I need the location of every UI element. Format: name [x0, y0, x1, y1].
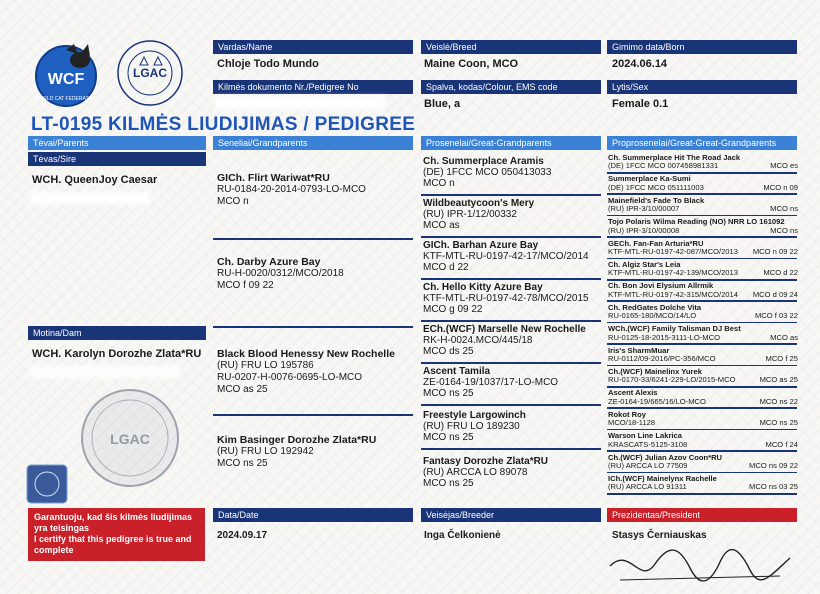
divider [421, 194, 601, 196]
divider [607, 472, 797, 474]
col-great-great-grandparents: Proprosenelai/Great-Great-Grandparents [607, 136, 797, 150]
divider [607, 236, 797, 238]
divider [607, 493, 797, 495]
divider [607, 215, 797, 217]
name-label: Vardas/Name [213, 40, 413, 54]
great-great-grandparent-3: Mainefield's Fade To Black (RU) IPR-3/10/00007 MCO ns [608, 195, 798, 214]
divider [607, 365, 797, 367]
great-grandparent-4: Ch. Hello Kitty Azure Bay KTF-MTL-RU-0197-42-78/MCO/2015 MCO g 09 22 [423, 282, 589, 315]
divider [213, 238, 413, 240]
colour-value: Blue, a [424, 98, 461, 110]
pedigree-no-label: Kilmės dokumento Nr./Pedigree No [213, 80, 413, 94]
sex-value: Female 0.1 [612, 98, 669, 110]
sire-name: WCH. QueenJoy Caesar [32, 174, 158, 186]
divider [607, 322, 797, 324]
born-value: 2024.06.14 [612, 58, 668, 70]
divider [421, 362, 601, 364]
divider [607, 343, 797, 345]
great-great-grandparent-8: Ch. RedGates Dolche Vita RU-0165-180/MCO/14/LO MCO f 03 22 [608, 302, 798, 321]
date-label: Data/Date [213, 508, 413, 522]
breeder-value: Inga Čelkonienė [424, 530, 501, 541]
great-great-grandparent-12: Ascent Alexis ZE-0164-19/665/16/LO-MCO MCO ns 22 [608, 388, 798, 406]
great-grandparent-1: Ch. Summerplace Aramis (DE) 1FCC MCO 050413033 MCO n [423, 156, 552, 189]
document-title: LT-0195 KILMĖS LIUDIJIMAS / PEDIGREE [31, 114, 416, 135]
president-signature [600, 536, 800, 592]
svg-text:LGAC: LGAC [133, 66, 167, 80]
divider [607, 172, 797, 174]
divider [421, 404, 601, 406]
grandparent-4: Kim Basinger Dorozhe Zlata*RU (RU) FRU LO 192942 MCO ns 25 [217, 434, 377, 469]
divider [213, 326, 413, 328]
colour-label: Spalva, kodas/Colour, EMS code [421, 80, 601, 94]
col-parents: Tėvai/Parents [28, 136, 206, 150]
great-great-grandparent-2: Summerplace Ka-Sumi (DE) 1FCC MCO 051111003 MCO n 09 [608, 174, 798, 192]
divider [607, 450, 797, 452]
lgac-seal [78, 386, 182, 490]
grandparent-2: Ch. Darby Azure Bay RU-H-0020/0312/MCO/2018 MCO f 09 22 [217, 256, 344, 291]
great-great-grandparent-10: Iris's SharmMuar RU-0112/09-2016/PC-356/MCO MCO f 25 [608, 345, 798, 363]
divider [607, 386, 797, 388]
grandparent-1: GICh. Flirt Wariwat*RU RU-0184-20-2014-0793-LO-MCO MCO n [217, 172, 366, 207]
great-great-grandparent-16: ICh.(WCF) Mainelynx Rachelle (RU) ARCCA LO 91311 MCO ns 03 25 [608, 474, 798, 492]
great-grandparent-7: Freestyle Largowinch (RU) FRU LO 189230 MCO ns 25 [423, 410, 526, 443]
great-grandparent-2: Wildbeautycoon's Mery (RU) IPR-1/12/00332 MCO as [423, 198, 535, 231]
divider [421, 320, 601, 322]
dam-name: WCH. Karolyn Dorozhe Zlata*RU [32, 348, 202, 360]
great-great-grandparent-6: Ch. Algiz Star's Leia KTF-MTL-RU-0197-42-139/MCO/2013 MCO d 22 [608, 260, 798, 278]
divider [421, 278, 601, 280]
great-grandparent-3: GICh. Barhan Azure Bay KTF-MTL-RU-0197-42-17/MCO/2014 MCO d 22 [423, 240, 589, 273]
great-great-grandparent-5: GECh. Fan-Fan Arturia*RU KTF-MTL-RU-0197-42-087/MCO/2013 MCO n 09 22 [608, 238, 798, 256]
col-grandparents: Seneliai/Grandparents [213, 136, 413, 150]
cat-name: Chloje Todo Mundo [217, 58, 319, 70]
great-great-grandparent-4: Tojo Polaris Wilma Reading (NO) NRR LO 161092 (RU) IPR-3/10/00008 MCO ns [608, 217, 798, 235]
sire-redacted [30, 192, 150, 204]
great-great-grandparent-7: Ch. Bon Jovi Elysium Allrmik KTF-MTL-RU-0197-42-315/MCO/2014 MCO d 09 24 [608, 281, 798, 299]
divider [607, 193, 797, 195]
born-label: Gimimo data/Born [607, 40, 797, 54]
great-great-grandparent-13: Rokot Roy MCO/18-1128 MCO ns 25 [608, 409, 798, 428]
great-great-grandparent-1: Ch. Summerplace Hit The Road Jack (DE) 1FCC MCO 007458981331 MCO es [608, 153, 798, 171]
svg-text:WORLD CAT FEDERATION: WORLD CAT FEDERATION [34, 96, 98, 102]
certification-box: Garantuoju, kad šis kilmės liudijimas yra teisingas I certify that this pedigree is true and complete [28, 508, 205, 561]
sex-label: Lytis/Sex [607, 80, 797, 94]
dam-label: Motina/Dam [28, 326, 206, 340]
hologram-sticker [26, 464, 68, 504]
divider [607, 300, 797, 302]
sire-label: Tėvas/Sire [28, 152, 206, 166]
divider [607, 279, 797, 281]
breed-value: Maine Coon, MCO [424, 58, 519, 70]
divider [607, 429, 797, 431]
great-grandparent-5: ECh.(WCF) Marselle New Rochelle RK-H-0024.MCO/445/18 MCO ds 25 [423, 324, 586, 357]
breeder-label: Veisėjas/Breeder [421, 508, 601, 522]
dam-redacted [30, 366, 180, 378]
great-great-grandparent-11: Ch.(WCF) Mainelinx Yurek RU-0170-33/6241-229-LO/2015-MCO MCO as 25 [608, 367, 798, 385]
col-great-grandparents: Prosenelai/Great-Grandparents [421, 136, 601, 150]
divider [607, 258, 797, 260]
great-great-grandparent-14: Warson Line Lakrica KRASCATS-5125-3108 MCO f 24 [608, 431, 798, 449]
great-great-grandparent-15: Ch.(WCF) Julian Azov Coon*RU (RU) ARCCA LO 77509 MCO ns 09 22 [608, 452, 798, 470]
date-value: 2024.09.17 [217, 530, 268, 541]
grandparent-3: Black Blood Henessy New Rochelle (RU) FRU LO 195786 RU-0207-H-0076-0695-LO-MCO MCO as 25 [217, 348, 395, 395]
breed-label: Veislė/Breed [421, 40, 601, 54]
lgac-logo [110, 37, 190, 109]
svg-text:WCF: WCF [47, 71, 85, 88]
divider [421, 236, 601, 238]
divider [607, 407, 797, 409]
president-value: Stasys Černiauskas [612, 530, 707, 541]
divider [421, 448, 601, 450]
wcf-logo [30, 40, 102, 112]
pedigree-no-redacted [215, 96, 385, 110]
great-great-grandparent-9: WCh.(WCF) Family Talisman DJ Best RU-0125-18-2015-3111-LO-MCO MCO as [608, 324, 798, 342]
divider [213, 414, 413, 416]
great-grandparent-8: Fantasy Dorozhe Zlata*RU (RU) ARCCA LO 89078 MCO ns 25 [423, 456, 549, 489]
president-label: Prezidentas/President [607, 508, 797, 522]
great-grandparent-6: Ascent Tamila ZE-0164-19/1037/17-LO-MCO MCO ns 25 [423, 366, 559, 399]
svg-text:LGAC: LGAC [110, 431, 150, 447]
